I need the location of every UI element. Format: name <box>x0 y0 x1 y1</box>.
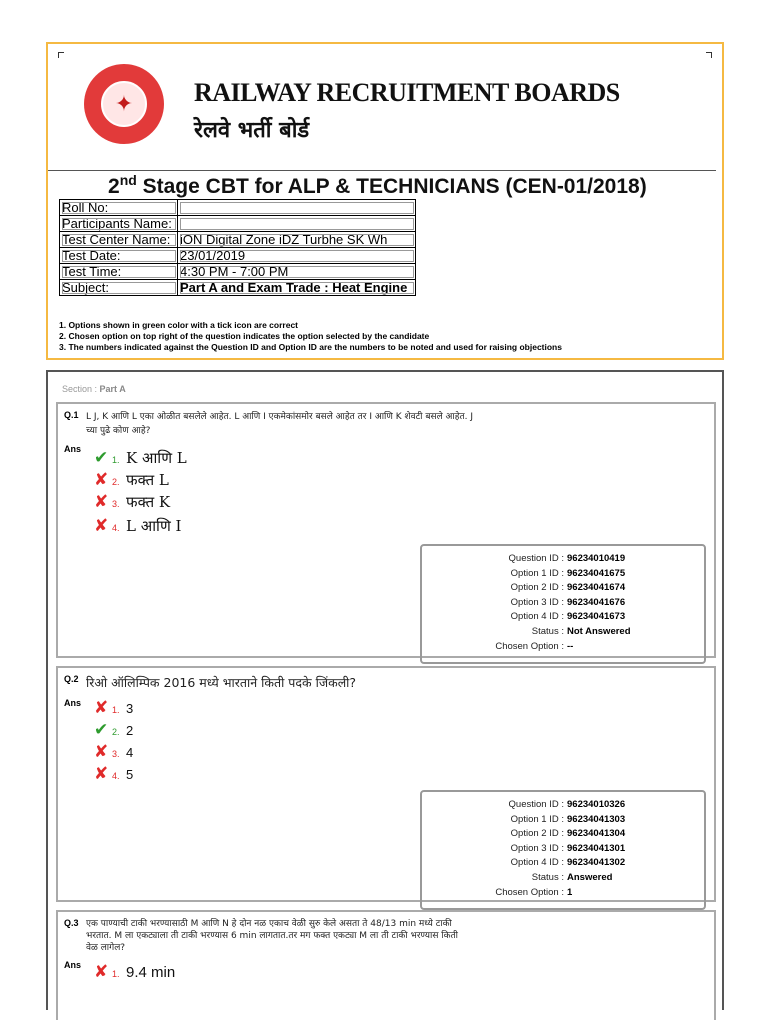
id-label: Option 3 ID : <box>510 596 564 608</box>
option-number: 1. <box>112 455 120 465</box>
question-number: Q.1 <box>64 410 79 420</box>
option-text: 5 <box>126 767 134 782</box>
info-value: iON Digital Zone iDZ Turbhe SK Wh <box>178 232 416 248</box>
option-item <box>94 720 133 740</box>
id-value: 96234041673 <box>567 611 626 623</box>
id-label: Status : <box>531 625 564 637</box>
cross-icon: ✘ <box>94 698 109 718</box>
question-number: Q.3 <box>64 918 79 928</box>
exam-title <box>108 172 647 199</box>
question-id-panel <box>420 790 706 910</box>
question-text <box>86 918 458 954</box>
section-prefix: Section : <box>62 384 100 394</box>
id-row <box>422 856 704 871</box>
id-label: Chosen Option : <box>495 886 564 898</box>
instructions-notes <box>59 320 562 353</box>
info-label: Test Center Name: <box>60 232 178 248</box>
id-label: Option 1 ID : <box>510 567 564 579</box>
option-text: 4 <box>126 745 134 760</box>
option-text: L आणि I <box>126 517 182 535</box>
info-row <box>60 248 416 264</box>
question-number: Q.2 <box>64 674 79 684</box>
section-panel <box>46 370 724 1010</box>
option-item <box>94 764 133 784</box>
id-row <box>422 610 704 625</box>
id-row <box>422 871 704 886</box>
cross-icon: ✘ <box>94 764 109 784</box>
question-text <box>86 676 356 690</box>
option-text: 3 <box>126 701 134 716</box>
question-text-line: वेळ लागेल? <box>86 943 126 953</box>
option-item <box>94 742 133 762</box>
id-value: 96234010326 <box>567 799 626 810</box>
info-row <box>60 280 416 296</box>
id-label: Question ID : <box>508 799 564 810</box>
info-value <box>178 216 416 232</box>
section-label <box>62 384 126 394</box>
question-text-line: एक पाण्याची टाकी भरण्यासाठी M आणि N हे दोन नळ एकाच वेळी सुरु केले असता ते 48/13 min मध्ये टाकी <box>86 919 452 929</box>
id-label: Option 2 ID : <box>510 828 564 840</box>
info-label: Test Time: <box>60 264 178 280</box>
option-item <box>94 492 170 512</box>
id-value: Answered <box>567 871 613 883</box>
option-text: फक्त K <box>126 493 171 511</box>
question-text <box>86 410 473 438</box>
id-value: -- <box>567 640 574 652</box>
section-name: Part A <box>99 384 126 394</box>
id-value: 96234041676 <box>567 596 626 608</box>
id-row <box>422 552 704 567</box>
info-row <box>60 200 416 216</box>
id-row <box>422 596 704 611</box>
option-number: 3. <box>112 749 120 759</box>
option-text: K आणि L <box>126 449 187 467</box>
check-icon: ✔ <box>94 720 109 740</box>
option-text: 9.4 min <box>126 964 176 981</box>
id-value: 96234041674 <box>567 582 626 594</box>
check-icon: ✔ <box>94 448 109 468</box>
option-number: 4. <box>112 523 120 533</box>
id-label: Option 3 ID : <box>510 842 564 854</box>
option-number: 4. <box>112 771 120 781</box>
corner-mark <box>58 52 64 58</box>
exam-ordinal-sup: nd <box>119 172 137 188</box>
info-value: 23/01/2019 <box>178 248 416 264</box>
question-card <box>56 666 716 902</box>
cross-icon: ✘ <box>94 962 109 982</box>
id-label: Chosen Option : <box>495 640 564 652</box>
question-text-line: च्या पुढे कोण आहे? <box>86 426 151 436</box>
info-row <box>60 232 416 248</box>
answer-label: Ans <box>64 444 82 454</box>
exam-title-text: Stage CBT for ALP & TECHNICIANS (CEN-01/2018) <box>136 175 647 198</box>
answer-label: Ans <box>64 960 82 970</box>
info-value <box>178 200 416 216</box>
option-number: 2. <box>112 477 120 487</box>
question-text-line: रिओ ऑलिम्पिक 2016 मध्ये भारताने किती पदके जिंकली? <box>86 675 357 690</box>
id-value: 96234041675 <box>567 567 626 579</box>
option-text: फक्त L <box>126 471 169 489</box>
info-value: 4:30 PM - 7:00 PM <box>178 264 416 280</box>
cross-icon: ✘ <box>94 470 109 490</box>
id-label: Question ID : <box>508 553 564 564</box>
option-number: 1. <box>112 705 120 715</box>
question-id-panel <box>420 544 706 664</box>
id-row <box>422 842 704 857</box>
cross-icon: ✘ <box>94 492 109 512</box>
id-label: Status : <box>531 871 564 883</box>
id-value: 1 <box>567 886 573 898</box>
id-label: Option 1 ID : <box>510 813 564 825</box>
id-label: Option 2 ID : <box>510 582 564 594</box>
id-row <box>422 886 704 901</box>
question-card <box>56 402 716 658</box>
option-item <box>94 448 187 468</box>
logo-emblem-icon: ✦ <box>101 81 147 127</box>
org-subtitle: रेलवे भर्ती बोर्ड <box>194 118 310 143</box>
id-row <box>422 640 704 655</box>
option-number: 1. <box>112 969 120 979</box>
id-value: Not Answered <box>567 625 631 637</box>
id-value: 96234041302 <box>567 857 626 869</box>
option-item <box>94 698 133 718</box>
option-item <box>94 470 169 490</box>
info-label: Participants Name: <box>60 216 178 232</box>
info-label: Roll No: <box>60 200 178 216</box>
indian-railways-logo-icon <box>84 64 164 144</box>
header-panel <box>46 42 724 360</box>
cross-icon: ✘ <box>94 516 109 536</box>
cross-icon: ✘ <box>94 742 109 762</box>
corner-mark <box>706 52 712 58</box>
exam-ordinal: 2 <box>108 175 120 198</box>
info-label: Subject: <box>60 280 178 296</box>
option-number: 2. <box>112 727 120 737</box>
answer-label: Ans <box>64 698 82 708</box>
id-value: 96234041301 <box>567 842 626 854</box>
question-text-line: भरतात. M ला एकट्याला ती टाकी भरण्यास 6 min लागतात.तर मग फक्त एकट्या M ला ती टाकी भरण्यास किती <box>86 931 458 941</box>
option-item <box>94 516 181 536</box>
id-row <box>422 827 704 842</box>
id-row <box>422 813 704 828</box>
question-text-line: L J, K आणि L एका ओळीत बसलेले आहेत. L आणि I एकमेकांसमोर बसले आहेत तर I आणि K शेवटी बसले आहेत. J <box>86 412 474 422</box>
info-value: Part A and Exam Trade : Heat Engine <box>178 280 416 296</box>
id-row <box>422 567 704 582</box>
candidate-info-table <box>59 199 416 296</box>
option-text: 2 <box>126 723 134 738</box>
id-row <box>422 625 704 640</box>
note-item: 2. Chosen option on top right of the question indicates the option selected by the candidate <box>59 331 430 341</box>
note-item: 1. Options shown in green color with a tick icon are correct <box>59 320 298 330</box>
id-value: 96234041303 <box>567 813 626 825</box>
info-row <box>60 264 416 280</box>
id-row <box>422 581 704 596</box>
org-title: RAILWAY RECRUITMENT BOARDS <box>194 78 620 107</box>
id-label: Option 4 ID : <box>510 857 564 869</box>
header-divider <box>48 170 716 171</box>
info-label: Test Date: <box>60 248 178 264</box>
option-number: 3. <box>112 499 120 509</box>
id-value: 96234010419 <box>567 553 626 564</box>
id-value: 96234041304 <box>567 828 626 840</box>
id-label: Option 4 ID : <box>510 611 564 623</box>
option-item <box>94 962 175 982</box>
info-row <box>60 216 416 232</box>
id-row <box>422 798 704 813</box>
note-item: 3. The numbers indicated against the Question ID and Option ID are the numbers to be noted and used for raising objections <box>59 342 562 352</box>
question-card <box>56 910 716 1020</box>
